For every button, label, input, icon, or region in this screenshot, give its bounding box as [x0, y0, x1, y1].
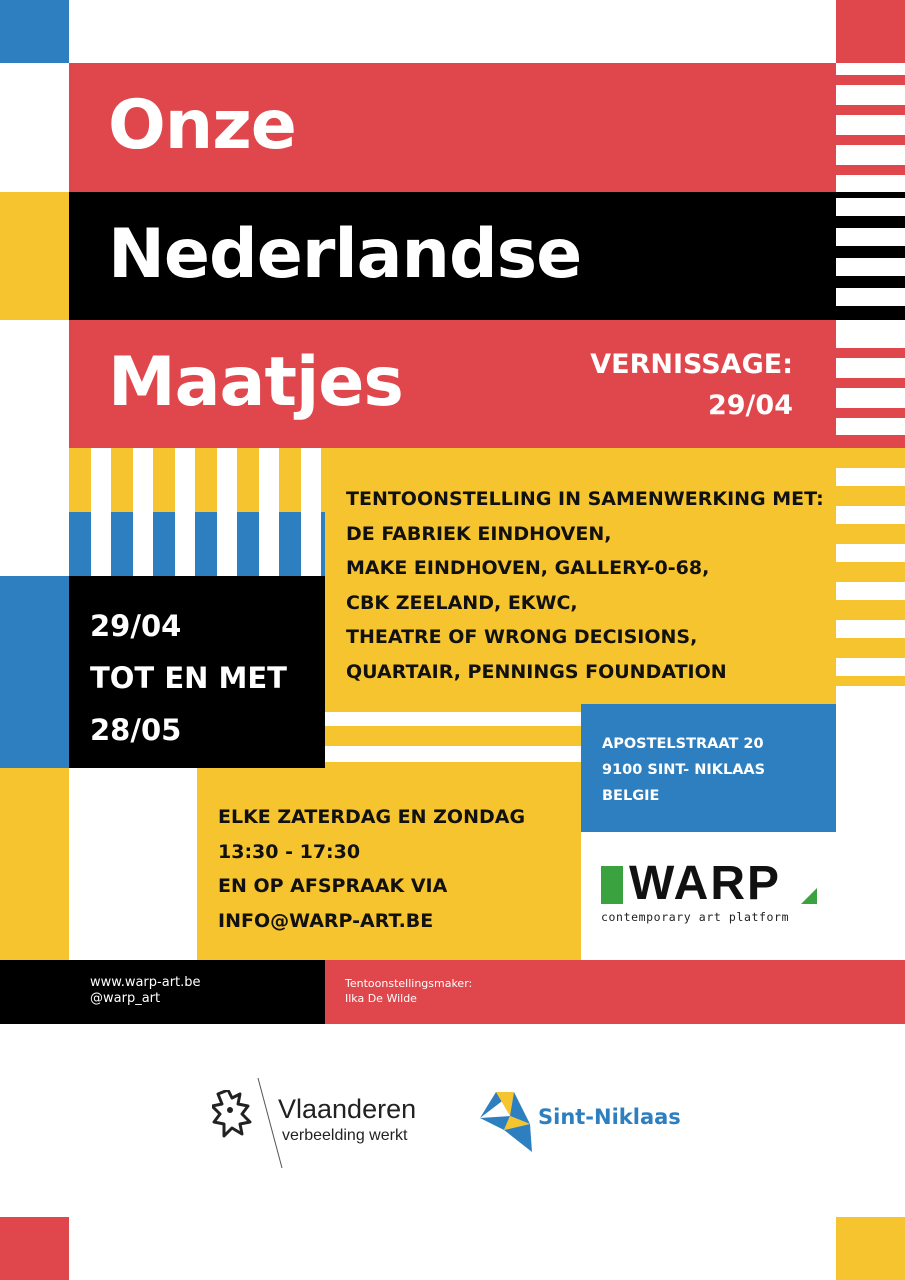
- date-end: 28/05: [90, 713, 182, 747]
- footer-maker-label: Tentoonstellingsmaker:: [345, 977, 473, 990]
- sint-niklaas-emblem-icon: [480, 1088, 532, 1154]
- hours-text: [218, 800, 525, 938]
- corner-block-top-left: [0, 0, 69, 63]
- address-city: 9100 SINT- NIKLAAS: [602, 762, 766, 778]
- sint-niklaas-name: Sint-Niklaas: [538, 1105, 681, 1129]
- partner-line: CBK ZEELAND, EKWC,: [346, 591, 578, 614]
- hours-appointment: EN OP AFSPRAAK VIA: [218, 875, 448, 897]
- stripes-right-yellow: [836, 448, 905, 704]
- corner-block-bottom-right: [836, 1217, 905, 1280]
- warp-logo-tagline: contemporary art platform: [601, 910, 790, 924]
- title-line-1: Onze: [108, 86, 296, 165]
- sint-niklaas-logo: [480, 1088, 700, 1154]
- vlaanderen-name: Vlaanderen: [278, 1094, 417, 1124]
- title-line-3: Maatjes: [108, 343, 403, 422]
- vlaanderen-tagline: verbeelding werkt: [282, 1127, 408, 1144]
- edge-block-left-yellow-2: [0, 768, 69, 960]
- footer-website[interactable]: www.warp-art.be: [90, 975, 201, 990]
- vernissage-date: 29/04: [707, 390, 793, 421]
- partners-heading: TENTOONSTELLING IN SAMENWERKING MET:: [346, 488, 824, 510]
- vernissage-label: VERNISSAGE:: [590, 349, 793, 380]
- date-middle: TOT EN MET: [90, 661, 287, 695]
- title-line-2: Nederlandse: [108, 215, 582, 294]
- edge-block-left-blue: [0, 576, 69, 768]
- address-text: [602, 731, 765, 809]
- partners-text: [346, 482, 824, 689]
- vlaanderen-lion-icon: [212, 1090, 252, 1138]
- partner-line: THEATRE OF WRONG DECISIONS,: [346, 626, 698, 648]
- warp-logo: [601, 857, 817, 928]
- address-street: APOSTELSTRAAT 20: [602, 736, 764, 752]
- hours-days: ELKE ZATERDAG EN ZONDAG: [218, 806, 526, 828]
- corner-block-bottom-left: [0, 1217, 69, 1280]
- dates-text: [90, 600, 287, 756]
- warp-logo-wordmark: WARP: [629, 857, 781, 910]
- corner-block-top-right: [836, 0, 905, 63]
- footer-black-band: [0, 960, 325, 1024]
- hours-time: 13:30 - 17:30: [218, 840, 361, 863]
- vlaanderen-logo: [212, 1078, 442, 1168]
- hours-email[interactable]: INFO@WARP-ART.BE: [218, 909, 434, 932]
- partner-line: MAKE EINDHOVEN, GALLERY-0-68,: [346, 557, 710, 579]
- stripes-left-yellow: [69, 448, 325, 512]
- footer-maker-name: Ilka De Wilde: [345, 992, 417, 1005]
- partner-line: DE FABRIEK EINDHOVEN,: [346, 522, 612, 545]
- footer-handle[interactable]: @warp_art: [90, 991, 161, 1006]
- stripes-middle-yellow: [325, 704, 581, 768]
- warp-logo-triangle-icon: [801, 888, 817, 904]
- stripes-left-blue: [69, 512, 325, 576]
- date-start: 29/04: [90, 609, 182, 643]
- edge-block-left-yellow: [0, 192, 69, 320]
- warp-logo-bar: [601, 866, 623, 904]
- address-country: BELGIE: [602, 788, 660, 804]
- stripes-right-black: [836, 192, 905, 320]
- partner-line: QUARTAIR, PENNINGS FOUNDATION: [346, 660, 727, 683]
